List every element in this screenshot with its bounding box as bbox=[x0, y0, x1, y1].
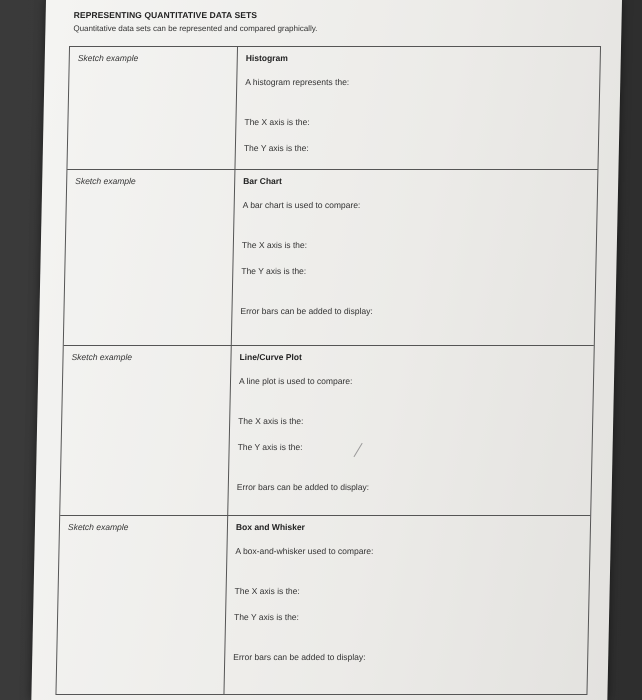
x-axis-prompt: The X axis is the: bbox=[244, 117, 310, 127]
info-cell-line-plot bbox=[228, 346, 594, 515]
prompt-text: A bar chart is used to compare: bbox=[242, 200, 361, 210]
x-axis-prompt: The X axis is the: bbox=[238, 416, 304, 426]
sketch-area-bar-chart[interactable] bbox=[64, 170, 236, 345]
y-axis-prompt: The Y axis is the: bbox=[241, 266, 307, 276]
sketch-label: Sketch example bbox=[77, 53, 139, 63]
sketch-label: Sketch example bbox=[75, 176, 136, 186]
x-axis-prompt: The X axis is the: bbox=[234, 586, 300, 596]
row-heading: Line/Curve Plot bbox=[239, 352, 302, 362]
prompt-text: A histogram represents the: bbox=[245, 77, 350, 87]
sketch-label: Sketch example bbox=[71, 352, 133, 362]
error-bars-prompt: Error bars can be added to display: bbox=[236, 482, 370, 492]
error-bars-prompt: Error bars can be added to display: bbox=[240, 306, 373, 316]
sketch-area-line-plot[interactable] bbox=[60, 346, 232, 515]
table-row-bar-chart bbox=[64, 170, 598, 346]
worksheet-table bbox=[55, 46, 601, 695]
prompt-text: A line plot is used to compare: bbox=[238, 376, 353, 386]
sketch-area-histogram[interactable] bbox=[67, 47, 238, 169]
page-title: REPRESENTING QUANTITATIVE DATA SETS bbox=[73, 10, 258, 20]
row-heading: Bar Chart bbox=[243, 176, 283, 186]
info-cell-box-whisker bbox=[224, 516, 590, 694]
info-cell-bar-chart bbox=[232, 170, 598, 345]
sketch-area-box-whisker[interactable] bbox=[56, 516, 228, 694]
y-axis-prompt: The Y axis is the: bbox=[233, 612, 300, 622]
table-row-histogram bbox=[67, 47, 600, 170]
y-axis-prompt: The Y axis is the: bbox=[243, 143, 309, 153]
info-cell-histogram bbox=[235, 47, 600, 169]
table-row-line-plot bbox=[60, 346, 594, 516]
worksheet-page bbox=[31, 0, 622, 700]
prompt-text: A box-and-whisker used to compare: bbox=[235, 546, 374, 556]
row-heading: Histogram bbox=[245, 53, 288, 63]
table-row-box-whisker bbox=[56, 516, 590, 694]
y-axis-prompt: The Y axis is the: bbox=[237, 442, 303, 452]
x-axis-prompt: The X axis is the: bbox=[241, 240, 308, 250]
row-heading: Box and Whisker bbox=[235, 522, 306, 532]
sketch-label: Sketch example bbox=[67, 522, 129, 532]
error-bars-prompt: Error bars can be added to display: bbox=[233, 652, 366, 662]
page-subtitle: Quantitative data sets can be represented and compared graphically. bbox=[73, 24, 318, 33]
